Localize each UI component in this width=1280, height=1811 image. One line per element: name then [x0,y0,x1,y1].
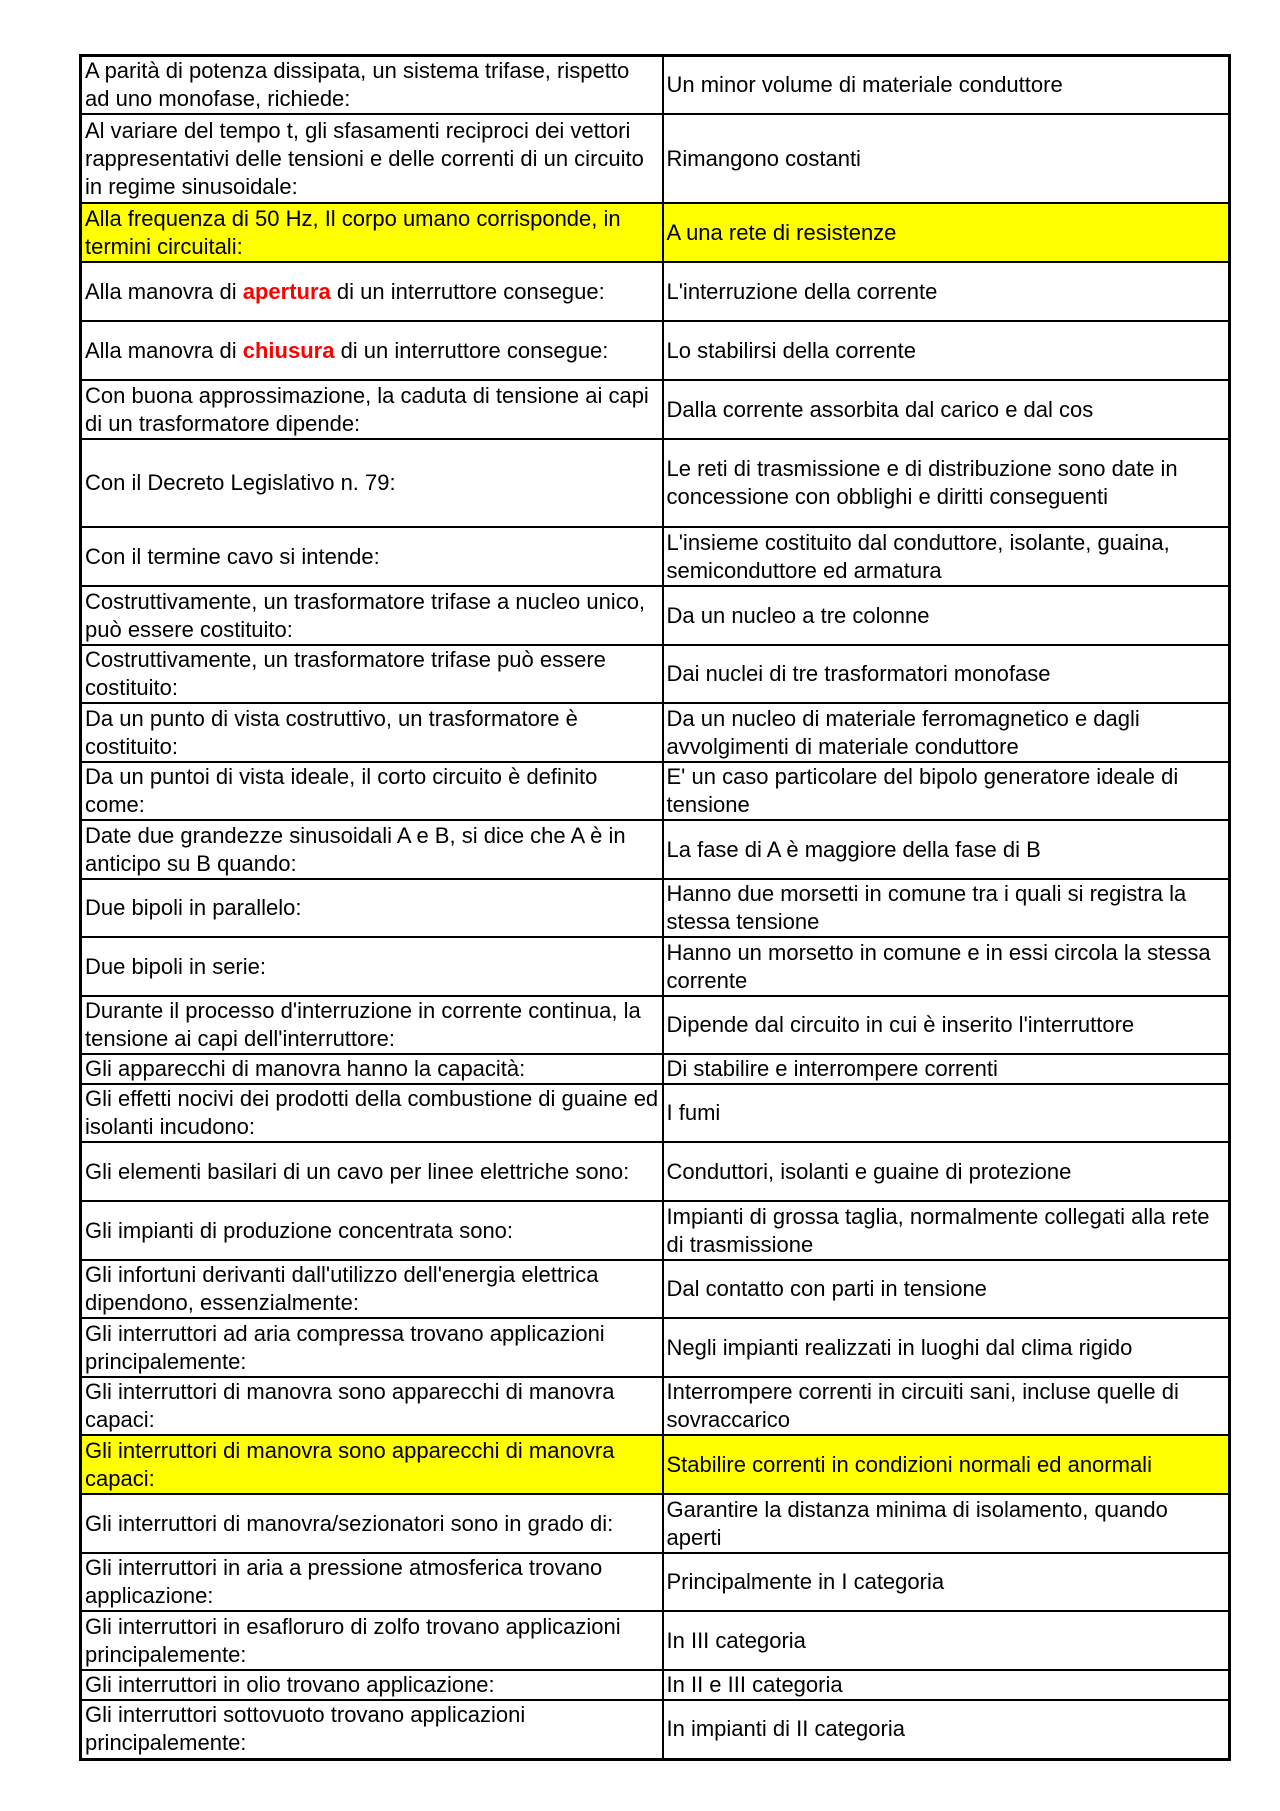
table-row [81,1260,1230,1318]
question-cell: Gli interruttori di manovra/sezionatori sono in grado di: [81,1494,663,1553]
answer-cell: In impianti di II categoria [663,1700,1230,1759]
question-text: di un interruttore consegue: [330,278,605,304]
answer-cell: Negli impianti realizzati in luoghi dal clima rigido [663,1318,1230,1377]
answer-cell: Di stabilire e interrompere correnti [663,1054,1230,1084]
table-row [81,937,1230,996]
answer-cell: L'insieme costituito dal conduttore, isolante, guaina, semiconduttore ed armatura [663,527,1230,586]
question-cell: Gli interruttori in esafloruro di zolfo trovano applicazioni principalemente: [81,1611,663,1670]
question-cell: Gli impianti di produzione concentrata sono: [81,1201,663,1260]
answer-cell: Stabilire correnti in condizioni normali ed anormali [663,1435,1230,1494]
table-row [81,762,1230,820]
question-cell: Da un punto di vista costruttivo, un trasformatore è costituito: [81,703,663,762]
question-cell: Con il termine cavo si intende: [81,527,663,586]
answer-cell: La fase di A è maggiore della fase di B [663,820,1230,879]
table-row [81,996,1230,1054]
question-text: Alla manovra di [85,337,243,363]
question-cell: Gli interruttori ad aria compressa trovano applicazioni principalemente: [81,1318,663,1377]
answer-cell: A una rete di resistenze [663,203,1230,262]
question-cell: Con il Decreto Legislativo n. 79: [81,439,663,527]
answer-cell: Da un nucleo a tre colonne [663,586,1230,645]
answer-cell: Rimangono costanti [663,114,1230,203]
table-row [81,114,1230,203]
table-row [81,1553,1230,1611]
keyword-text: chiusura [242,337,335,363]
answer-cell: Conduttori, isolanti e guaine di protezione [663,1142,1230,1201]
answer-cell: Dalla corrente assorbita dal carico e dal cos [663,380,1230,439]
answer-cell: Interrompere correnti in circuiti sani, incluse quelle di sovraccarico [663,1377,1230,1435]
question-cell: Gli interruttori di manovra sono apparecchi di manovra capaci: [81,1435,663,1494]
table-row [81,879,1230,937]
question-cell: Durante il processo d'interruzione in corrente continua, la tensione ai capi dell'interruttore: [81,996,663,1054]
table-row [81,1377,1230,1435]
answer-cell: L'interruzione della corrente [663,262,1230,321]
table-row [81,1318,1230,1377]
question-cell: Costruttivamente, un trasformatore trifase può essere costituito: [81,645,663,703]
question-cell: Due bipoli in parallelo: [81,879,663,937]
question-cell: Gli infortuni derivanti dall'utilizzo dell'energia elettrica dipendono, essenzialmente: [81,1260,663,1318]
question-text: Alla manovra di [85,278,243,304]
question-cell: Gli interruttori sottovuoto trovano applicazioni principalemente: [81,1700,663,1759]
answer-cell: Principalmente in I categoria [663,1553,1230,1611]
table-row-highlighted [81,203,1230,262]
table-row [81,645,1230,703]
answer-cell: Un minor volume di materiale conduttore [663,56,1230,115]
table-row [81,1700,1230,1759]
answer-cell: Dai nuclei di tre trasformatori monofase [663,645,1230,703]
answer-cell: Dal contatto con parti in tensione [663,1260,1230,1318]
question-cell: Gli interruttori di manovra sono apparecchi di manovra capaci: [81,1377,663,1435]
table-row [81,1494,1230,1553]
table-row [81,56,1230,115]
question-cell: Gli interruttori in aria a pressione atmosferica trovano applicazione: [81,1553,663,1611]
table-row [81,380,1230,439]
question-cell: Costruttivamente, un trasformatore trifase a nucleo unico, può essere costituito: [81,586,663,645]
answer-cell: In II e III categoria [663,1670,1230,1700]
question-cell: Da un puntoi di vista ideale, il corto circuito è definito come: [81,762,663,820]
answer-cell: Le reti di trasmissione e di distribuzione sono date in concessione con obblighi e diritti conseguenti [663,439,1230,527]
table-row [81,321,1230,380]
table-row [81,1670,1230,1700]
question-cell: Gli effetti nocivi dei prodotti della combustione di guaine ed isolanti incudono: [81,1084,663,1142]
question-cell: Alla frequenza di 50 Hz, Il corpo umano corrisponde, in termini circuitali: [81,203,663,262]
answer-cell: Hanno due morsetti in comune tra i quali si registra la stessa tensione [663,879,1230,937]
question-cell: Con buona approssimazione, la caduta di tensione ai capi di un trasformatore dipende: [81,380,663,439]
question-cell: Gli apparecchi di manovra hanno la capacità: [81,1054,663,1084]
question-cell [81,321,663,380]
answer-cell: Dipende dal circuito in cui è inserito l'interruttore [663,996,1230,1054]
table-row [81,1611,1230,1670]
table-row [81,1142,1230,1201]
qa-table [79,54,1231,1761]
question-cell: Al variare del tempo t, gli sfasamenti reciproci dei vettori rappresentativi delle tensioni e delle correnti di un circuito in regime sinusoidale: [81,114,663,203]
answer-cell: I fumi [663,1084,1230,1142]
table-row [81,1084,1230,1142]
table-row [81,820,1230,879]
qa-table-body [81,56,1230,1760]
answer-cell: Impianti di grossa taglia, normalmente collegati alla rete di trasmissione [663,1201,1230,1260]
question-cell: Gli interruttori in olio trovano applicazione: [81,1670,663,1700]
table-row [81,527,1230,586]
table-row [81,262,1230,321]
table-row [81,1201,1230,1260]
table-row [81,586,1230,645]
question-cell: Date due grandezze sinusoidali A e B, si dice che A è in anticipo su B quando: [81,820,663,879]
question-cell: Due bipoli in serie: [81,937,663,996]
question-cell [81,262,663,321]
answer-cell: Da un nucleo di materiale ferromagnetico e dagli avvolgimenti di materiale conduttore [663,703,1230,762]
answer-cell: Garantire la distanza minima di isolamento, quando aperti [663,1494,1230,1553]
table-row [81,1054,1230,1084]
table-row-highlighted [81,1435,1230,1494]
answer-cell: In III categoria [663,1611,1230,1670]
question-text: di un interruttore consegue: [334,337,609,363]
table-row [81,439,1230,527]
keyword-text: apertura [242,278,331,304]
answer-cell: E' un caso particolare del bipolo generatore ideale di tensione [663,762,1230,820]
table-row [81,703,1230,762]
answer-cell: Lo stabilirsi della corrente [663,321,1230,380]
question-cell: A parità di potenza dissipata, un sistema trifase, rispetto ad uno monofase, richiede: [81,56,663,115]
question-cell: Gli elementi basilari di un cavo per linee elettriche sono: [81,1142,663,1201]
answer-cell: Hanno un morsetto in comune e in essi circola la stessa corrente [663,937,1230,996]
